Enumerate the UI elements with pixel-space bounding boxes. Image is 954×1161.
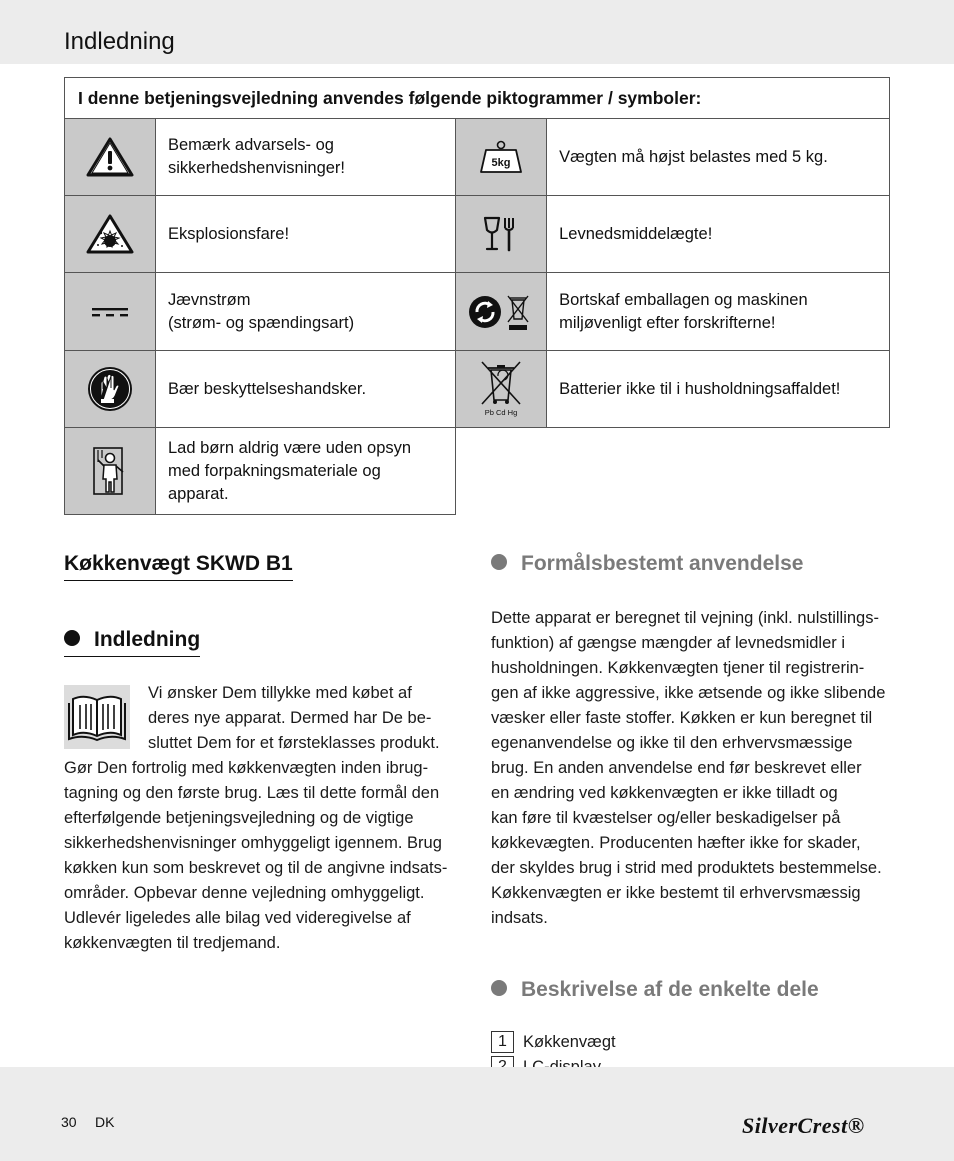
purpose-text-line: Køkkenvægten er ikke bestemt til erhvervsmæssig bbox=[491, 884, 861, 902]
symbol-text bbox=[547, 119, 890, 196]
parts-heading-text: Beskrivelse af de enkelte dele bbox=[521, 978, 819, 1001]
bullet-icon bbox=[64, 630, 80, 646]
purpose-text-line: egenanvendelse og ikke til den erhvervsmæssige bbox=[491, 734, 853, 752]
warning-triangle-icon bbox=[65, 119, 156, 196]
table-row bbox=[65, 351, 890, 428]
direct-current-icon bbox=[65, 273, 156, 351]
parts-heading bbox=[491, 978, 819, 1002]
purpose-text-line: kan føre til kvæstelser og/eller beskadigelser på bbox=[491, 809, 841, 827]
part-number: 1 bbox=[491, 1031, 514, 1053]
symbol-text-line: Bortskaf emballagen og maskinen bbox=[559, 290, 808, 309]
table-row bbox=[65, 196, 890, 273]
symbol-text-line: Bær beskyttelseshandsker. bbox=[168, 379, 367, 398]
table-row bbox=[65, 273, 890, 351]
weight-5kg-icon bbox=[456, 119, 547, 196]
symbol-text bbox=[547, 273, 890, 351]
intro-text-line: Vi ønsker Dem tillykke med købet af bbox=[148, 684, 412, 702]
intro-text-line: Udlevér ligeledes alle bilag ved videregivelse af bbox=[64, 909, 411, 927]
symbol-text-line: Bemærk advarsels- og bbox=[168, 136, 334, 154]
empty-cell bbox=[456, 428, 890, 515]
table-row bbox=[65, 428, 890, 515]
intro-text-line: køkkenvægten til tredjemand. bbox=[64, 934, 281, 952]
symbol-text-line: Jævnstrøm bbox=[168, 290, 251, 309]
gloves-icon bbox=[65, 351, 156, 428]
symbol-text bbox=[156, 351, 456, 428]
symbol-text-line: miljøvenligt efter forskrifterne! bbox=[559, 313, 776, 332]
symbol-text bbox=[156, 428, 456, 515]
table-row bbox=[65, 119, 890, 196]
page-title: Indledning bbox=[64, 28, 175, 55]
intro-text-line: deres nye apparat. Dermed har De be- bbox=[148, 709, 432, 727]
intro-text-line: sikkerhedshenvisninger omhyggeligt igennem. Brug bbox=[64, 834, 442, 852]
product-heading: Køkkenvægt SKWD B1 bbox=[64, 552, 293, 581]
intro-heading-text: Indledning bbox=[94, 628, 201, 651]
symbol-text bbox=[547, 351, 890, 428]
symbol-text bbox=[156, 273, 456, 351]
purpose-text-line: en ændring ved køkkenvægten er ikke tilladt og bbox=[491, 784, 838, 802]
symbol-text-line: med forpakningsmateriale og bbox=[168, 461, 381, 480]
purpose-text-line: væsker eller faste stoffer. Køkken er kun beregnet til bbox=[491, 709, 873, 727]
purpose-text-line: funktion) af gængse mængder af levnedsmidler i bbox=[491, 634, 846, 652]
purpose-text-line: husholdningen. Køkkenvægten tjener til registrerin- bbox=[491, 659, 865, 677]
purpose-text-line: køkkevægten. Producenten hæfter ikke for skader, bbox=[491, 834, 861, 852]
symbol-text-line: Batterier ikke til i husholdningsaffaldet! bbox=[559, 379, 841, 398]
battery-disposal-icon bbox=[456, 351, 547, 428]
intro-text-line: Gør Den fortrolig med køkkenvægten inden ibrug- bbox=[64, 759, 429, 777]
battery-icon-label: Pb Cd Hg bbox=[484, 408, 518, 417]
symbol-text-line: sikkerhedshenvisninger! bbox=[168, 159, 346, 177]
purpose-text-line: gen af ikke aggressive, ikke ætsende og ikke slibende bbox=[491, 684, 886, 702]
purpose-text-line: indsats. bbox=[491, 909, 548, 927]
part-label: Køkkenvægt bbox=[523, 1032, 616, 1051]
symbols-table-caption: I denne betjeningsvejledning anvendes følgende piktogrammer / symboler: bbox=[65, 78, 890, 119]
intro-heading bbox=[64, 628, 200, 657]
recycle-dispose-icon bbox=[456, 273, 547, 351]
symbol-text-line: Lad børn aldrig være uden opsyn bbox=[168, 438, 412, 457]
purpose-text-line: der skyldes brug i strid med produktets bestemmelse. bbox=[491, 859, 882, 877]
symbol-text-line: Vægten må højst belastes med 5 kg. bbox=[559, 147, 828, 166]
symbol-text-line: (strøm- og spændingsart) bbox=[168, 313, 355, 332]
intro-text-line: tagning og den første brug. Læs til dette formål den bbox=[64, 784, 440, 802]
purpose-heading-text: Formålsbestemt anvendelse bbox=[521, 552, 804, 575]
intro-text-line: køkken kun som beskrevet og til de angivne indsats- bbox=[64, 859, 448, 877]
explosion-hazard-icon bbox=[65, 196, 156, 273]
intro-text-line: efterfølgende betjeningsvejledning og de vigtige bbox=[64, 809, 414, 827]
symbol-text-line: Levnedsmiddelægte! bbox=[559, 224, 713, 243]
bullet-icon bbox=[491, 554, 507, 570]
intro-text-line: områder. Opbevar denne vejledning omhyggeligt. bbox=[64, 884, 425, 902]
symbol-text-line: apparat. bbox=[168, 484, 229, 503]
symbol-text bbox=[547, 196, 890, 273]
symbols-table bbox=[64, 77, 890, 515]
purpose-text-line: brug. En anden anvendelse end før beskrevet eller bbox=[491, 759, 862, 777]
child-safety-icon bbox=[65, 428, 156, 515]
purpose-heading bbox=[491, 552, 803, 576]
manual-book-icon bbox=[64, 685, 130, 749]
weight-icon-label: 5kg bbox=[491, 157, 511, 169]
list-item bbox=[491, 1031, 616, 1053]
brand-logo: SilverCrest® bbox=[742, 1113, 865, 1138]
intro-text-line: sluttet Dem for et førsteklasses produkt. bbox=[148, 734, 440, 752]
bullet-icon bbox=[491, 980, 507, 996]
purpose-text-line: Dette apparat er beregnet til vejning (inkl. nulstillings- bbox=[491, 609, 879, 627]
symbol-text bbox=[156, 119, 456, 196]
symbol-text-line: Eksplosionsfare! bbox=[168, 224, 290, 243]
food-safe-icon bbox=[456, 196, 547, 273]
symbol-text bbox=[156, 196, 456, 273]
page-number: 30 bbox=[61, 1114, 77, 1130]
language-code: DK bbox=[95, 1114, 115, 1130]
